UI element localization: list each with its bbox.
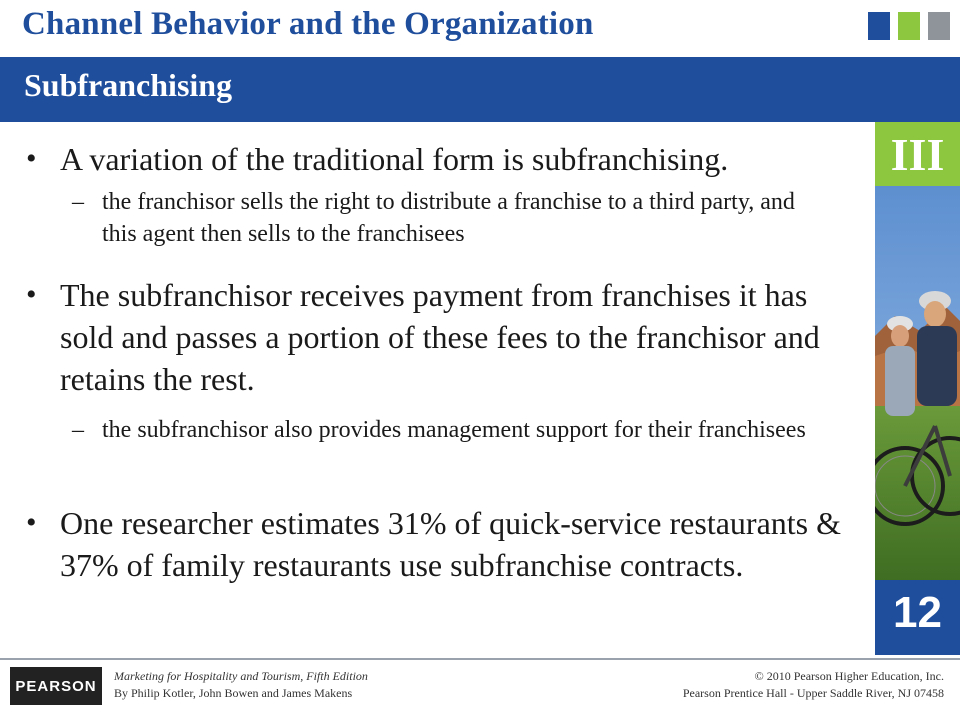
bullet-text: One researcher estimates 31% of quick-service restaurants & 37% of family restaurants use subfranchise contracts. (60, 505, 841, 583)
blue-square-decoration (868, 12, 890, 40)
section-banner (0, 57, 960, 122)
chapter-number: 12 (893, 588, 942, 637)
bullet-item (26, 138, 850, 180)
slide-footer (0, 655, 960, 720)
publisher-line: Pearson Prentice Hall - Upper Saddle River, NJ 07458 (682, 686, 944, 700)
sub-bullet-text: the subfranchisor also provides management support for their franchisees (102, 417, 806, 443)
pearson-logo: PEARSON (10, 667, 102, 705)
sub-bullet-item (72, 186, 832, 250)
dash-glyph: – (72, 189, 84, 215)
book-authors: By Philip Kotler, John Bowen and James Makens (114, 686, 353, 700)
book-title: Marketing for Hospitality and Tourism, Fifth Edition (114, 669, 368, 683)
bullet-glyph: • (26, 142, 37, 175)
bullet-item (26, 274, 850, 400)
slide-header-title: Channel Behavior and the Organization (22, 6, 594, 42)
bullet-text: The subfranchisor receives payment from franchises it has sold and passes a portion of these fees to the franchisor and retains the rest. (60, 277, 820, 397)
green-square-decoration (898, 12, 920, 40)
copyright-line: © 2010 Pearson Higher Education, Inc. (754, 669, 944, 683)
dash-glyph: – (72, 417, 84, 443)
section-title: Subfranchising (24, 67, 233, 103)
bullet-item (26, 502, 850, 586)
copyright-notice (683, 668, 944, 702)
sub-bullet-text: the franchisor sells the right to distribute a franchise to a third party, and this agent then sells to the franchisees (102, 189, 795, 247)
footer-divider (0, 658, 960, 660)
part-indicator (875, 122, 960, 186)
gray-square-decoration (928, 12, 950, 40)
sub-bullet-item (72, 414, 832, 446)
part-label: III (890, 129, 945, 180)
bullet-glyph: • (26, 278, 37, 311)
bullet-glyph: • (26, 506, 37, 539)
side-photo-cyclists (875, 186, 960, 580)
book-credit (114, 668, 368, 702)
chapter-number-box (875, 580, 960, 655)
bullet-text: A variation of the traditional form is subfranchising. (60, 141, 729, 177)
